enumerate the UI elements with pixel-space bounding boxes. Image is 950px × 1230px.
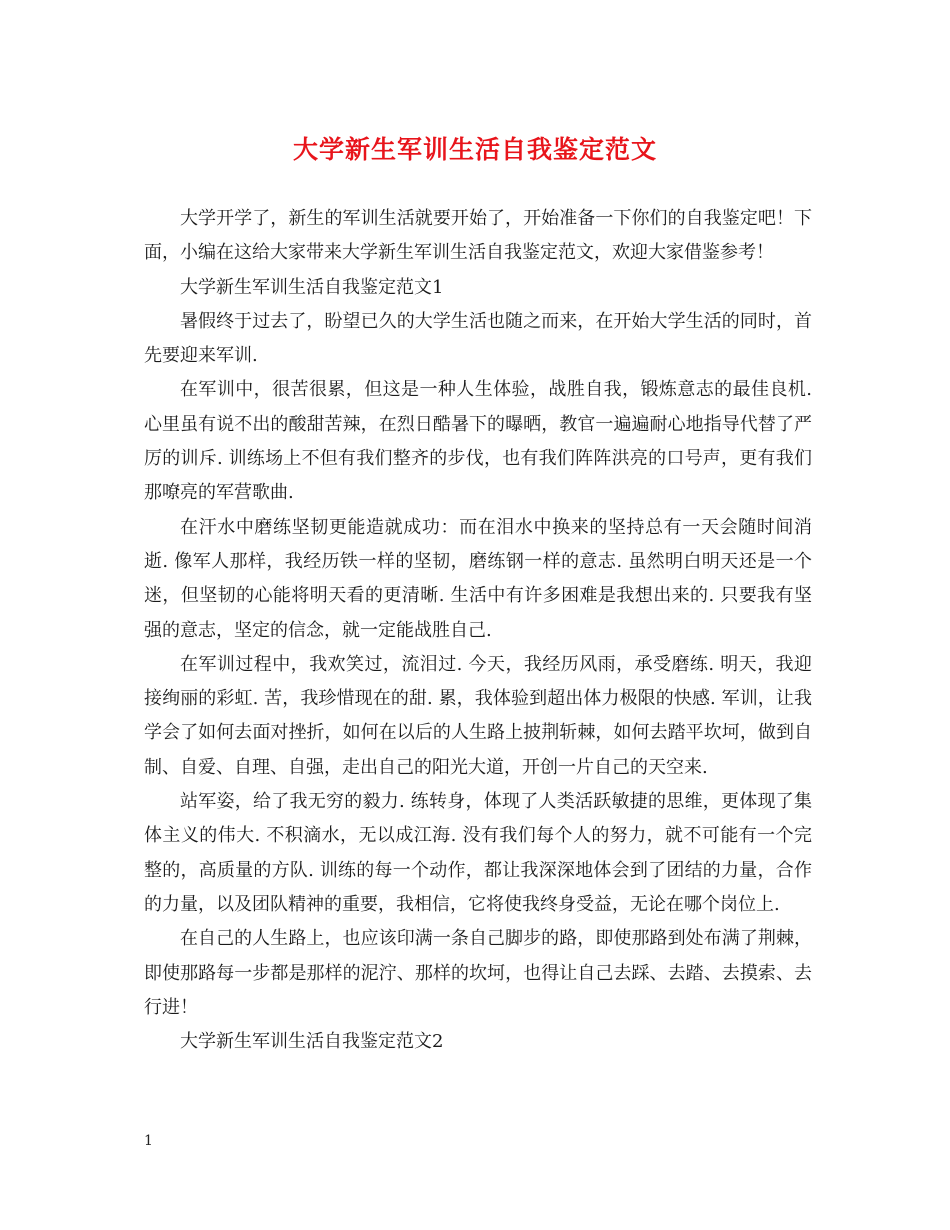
page-number: 1 <box>144 1133 153 1149</box>
section-heading-2: 大学新生军训生活自我鉴定范文2 <box>180 1031 444 1053</box>
document-title: 大学新生军训生活自我鉴定范文 <box>292 135 657 164</box>
paragraph: 站军姿，给了我无穷的毅力. 练转身，体现了人类活跃敏捷的思维，更体现了集体主义的伟大. 不积滴水，无以成江海. 没有我们每个人的努力，就不可能有一个完整的，高质量的方队. 训练的每一个动作，都让我深深地体会到了团结的力量，合作的力量，以及团队精神的重要，我相信，它将使我终身受益，无论在哪个岗位上. <box>144 791 812 915</box>
paragraph: 在自己的人生路上，也应该印满一条自己脚步的路，即使那路到处布满了荆棘，即使那路每一步都是那样的泥泞、那样的坎坷，也得让自己去踩、去踏、去摸索、去行进！ <box>144 928 812 1018</box>
section-heading-1: 大学新生军训生活自我鉴定范文1 <box>180 276 444 298</box>
paragraph-intro: 大学开学了，新生的军训生活就要开始了，开始准备一下你们的自我鉴定吧！下面，小编在这给大家带来大学新生军训生活自我鉴定范文，欢迎大家借鉴参考！ <box>144 208 812 264</box>
paragraph: 在汗水中磨练坚韧更能造就成功：而在泪水中换来的坚持总有一天会随时间消逝. 像军人那样，我经历铁一样的坚韧，磨练钢一样的意志. 虽然明白明天还是一个迷，但坚韧的心能将明天看的更清晰. 生活中有许多困难是我想出来的. 只要我有坚强的意志，坚定的信念，就一定能战胜自己. <box>144 516 812 641</box>
paragraph: 暑假终于过去了，盼望已久的大学生活也随之而来，在开始大学生活的同时，首先要迎来军训. <box>144 310 812 367</box>
paragraph: 在军训过程中，我欢笑过，流泪过. 今天，我经历风雨，承受磨练. 明天，我迎接绚丽的彩虹. 苦，我珍惜现在的甜. 累，我体验到超出体力极限的快感. 军训，让我学会了如何去面对挫折，如何在以后的人生路上披荆斩棘，如何去踏平坎坷，做到自制、自爱、自理、自强，走出自己的阳光大道，开创一片自己的天空来. <box>144 653 812 778</box>
paragraph: 在军训中，很苦很累，但这是一种人生体验，战胜自我，锻炼意志的最佳良机. 心里虽有说不出的酸甜苦辣，在烈日酷暑下的曝晒，教官一遍遍耐心地指导代替了严厉的训斥. 训练场上不但有我们整齐的步伐，也有我们阵阵洪亮的口号声，更有我们那嘹亮的军营歌曲. <box>144 379 812 504</box>
document-body <box>144 202 812 1059</box>
